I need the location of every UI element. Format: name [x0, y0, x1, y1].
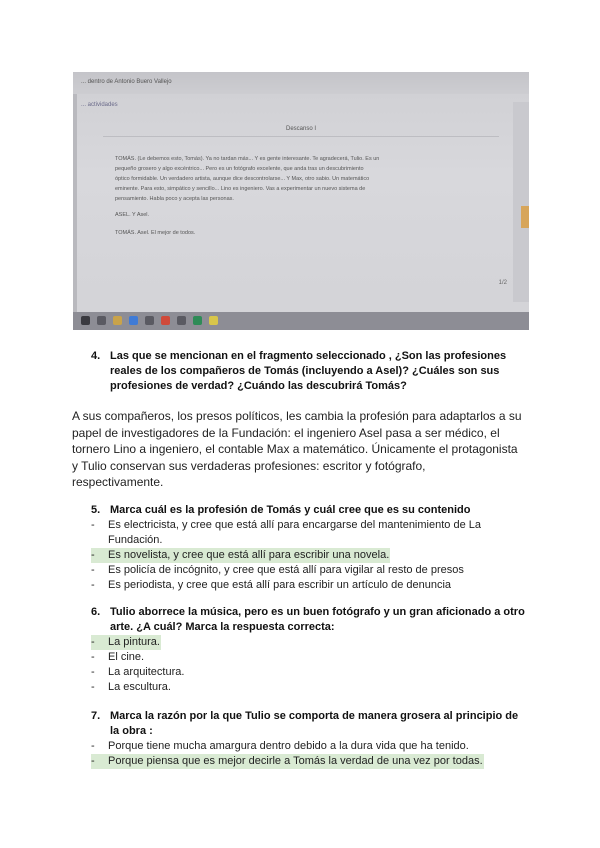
question-7 — [91, 709, 531, 739]
photo-text-line: TOMÁS. Asel. El mejor de todos. — [115, 230, 196, 236]
answer-line: tornero Lino a ingeniero, el contable Max a matemático. Únicamente el protagonista — [72, 442, 518, 456]
photo-breadcrumb: ... actividades — [81, 102, 118, 108]
photo-window-titlebar — [73, 72, 529, 94]
photo-text-line: óptico formidable. Un verdadero artista, aunque dice descontrolarse... Y Max, otro sabio. Un matemático — [115, 176, 370, 182]
question-4 — [91, 349, 531, 394]
option-item — [91, 563, 465, 578]
photo-left-edge — [73, 72, 77, 330]
chrome-icon — [209, 316, 218, 325]
app-icon — [193, 316, 202, 325]
photo-taskbar — [73, 312, 529, 330]
photo-text-line: eminente. Para esto, simpático y sencillo... Lino es ingeniero. Vas a experimentar un nuevo sistema de — [115, 186, 366, 192]
answer-line: respectivamente. — [72, 475, 164, 489]
bullet-dash: - — [91, 681, 95, 693]
answer-line: papel de investigadores de la Fundación: el ingeniero Asel pasa a ser médico, el — [72, 425, 500, 440]
option-item — [91, 680, 172, 695]
bullet-dash: - — [91, 635, 107, 650]
photo-text-line: TOMÁS. (Le debemos esto, Tomás). Ya no tardan más... Y es gente interesante. Te agradecerá, Tulio. Es un — [115, 156, 380, 162]
option-text: Fundación. — [108, 534, 163, 546]
embedded-screen-photo — [73, 72, 529, 330]
question-number: 4. — [91, 350, 101, 362]
browser-icon — [129, 316, 138, 325]
answer-line: y Tulio conservan sus verdaderas profesiones: escritor y fotógrafo, — [72, 458, 426, 473]
option-item-highlighted — [91, 635, 161, 650]
app-icon — [177, 316, 186, 325]
option-text: Es novelista, y cree que está allí para escribir una novela. — [108, 549, 390, 561]
bullet-dash: - — [91, 666, 95, 678]
option-item-highlighted — [91, 754, 484, 769]
option-text: Es electricista, y cree que está allí para encargarse del mantenimiento de La — [108, 519, 481, 531]
question-line: Tulio aborrece la música, pero es un buen fotógrafo y un gran aficionado a otro — [110, 606, 525, 618]
question-number: 7. — [91, 710, 101, 722]
question-line: Las que se mencionan en el fragmento seleccionado , ¿Son las profesiones — [110, 350, 507, 362]
question-line: arte. ¿A cuál? Marca la respuesta correcta: — [110, 621, 335, 633]
bullet-dash: - — [91, 651, 95, 663]
option-text: El cine. — [108, 651, 145, 663]
search-icon — [97, 316, 106, 325]
question-line: Marca la razón por la que Tulio se comporta de manera grosera al principio de — [110, 710, 519, 722]
photo-right-panel — [513, 102, 529, 302]
bullet-dash: - — [91, 579, 95, 591]
option-item-highlighted — [91, 548, 390, 563]
photo-side-tab — [521, 206, 529, 228]
option-item — [91, 739, 470, 754]
question-number: 6. — [91, 606, 101, 618]
option-text: La escultura. — [108, 681, 171, 693]
question-line: Marca cuál es la profesión de Tomás y cuál cree que es su contenido — [110, 504, 471, 516]
option-text: Es periodista, y cree que está allí para escribir un artículo de denuncia — [108, 579, 452, 591]
option-item — [91, 578, 452, 593]
photo-text-line: pequeño grosero y algo excéntrico... Pero es un fotógrafo excelente, que anda tras un descubrimiento — [115, 166, 364, 172]
bullet-dash: - — [91, 754, 107, 769]
question-line: la obra : — [110, 725, 153, 737]
folder-icon — [113, 316, 122, 325]
option-item — [91, 518, 482, 533]
option-text: Porque piensa que es mejor decirle a Tomás la verdad de una vez por todas. — [108, 755, 483, 767]
photo-text-line: pensamiento. Habla poco y acepta las personas. — [115, 196, 234, 202]
answer-line: A sus compañeros, los presos políticos, les cambia la profesión para adaptarlos a su — [72, 409, 522, 423]
option-text: La pintura. — [108, 636, 160, 648]
photo-text-line: ASEL. Y Asel. — [115, 212, 150, 218]
question-line: reales de los compañeros de Tomás (incluyendo a Asel)? ¿Cuáles son sus — [110, 365, 500, 377]
app-icon — [145, 316, 154, 325]
option-item-continuation — [91, 533, 163, 548]
answer-paragraph — [72, 408, 532, 491]
question-line: profesiones de verdad? ¿Cuándo las descubrirá Tomás? — [110, 380, 407, 392]
photo-page-indicator: 1/2 — [498, 280, 507, 286]
question-6 — [91, 605, 531, 635]
option-item — [91, 650, 145, 665]
bullet-dash: - — [91, 564, 95, 576]
option-text: Porque tiene mucha amargura dentro debido a la dura vida que ha tenido. — [108, 740, 469, 752]
question-number: 5. — [91, 504, 101, 516]
option-text: La arquitectura. — [108, 666, 185, 678]
start-icon — [81, 316, 90, 325]
photo-divider — [103, 136, 499, 137]
mail-icon — [161, 316, 170, 325]
question-5 — [91, 503, 531, 518]
bullet-dash: - — [91, 548, 107, 563]
bullet-dash: - — [91, 740, 95, 752]
bullet-dash: - — [91, 519, 95, 531]
photo-doc-heading: Descanso I — [285, 126, 316, 132]
option-text: Es policía de incógnito, y cree que está allí para vigilar al resto de presos — [108, 564, 464, 576]
photo-window-title: ... dentro de Antonio Buero Vallejo — [81, 79, 172, 85]
option-item — [91, 665, 185, 680]
